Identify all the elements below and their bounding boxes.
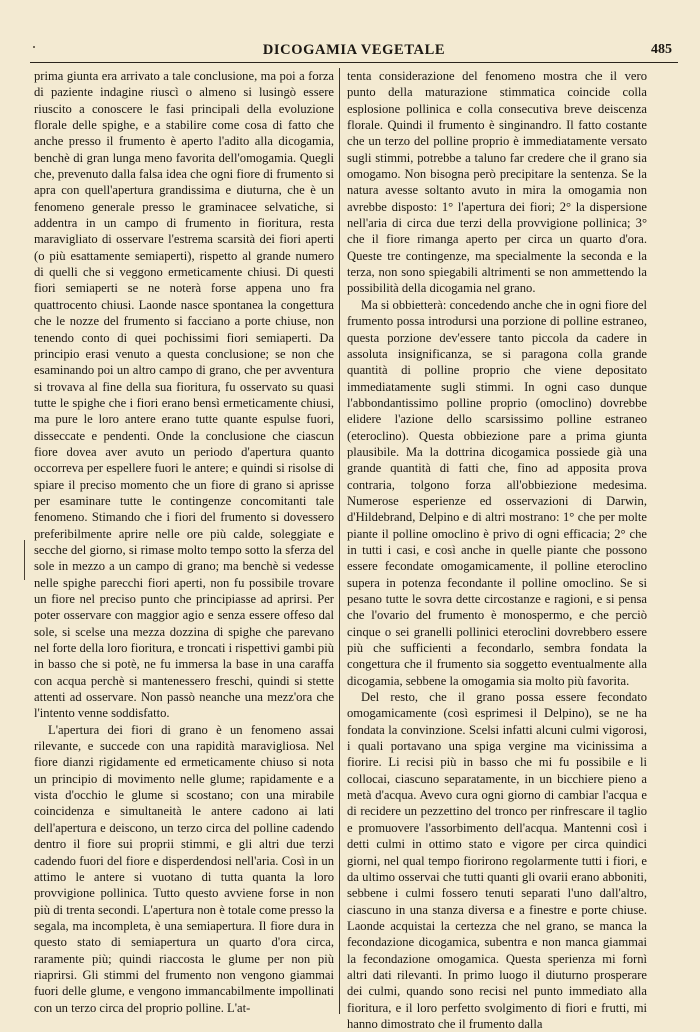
left-column: [34, 68, 334, 1014]
column-divider: [339, 68, 340, 1014]
right-paragraph-2: Ma si obbietterà: concedendo anche che in ogni fiore del frumento possa introdursi una porzione di polline estraneo, questa porzione dev'essere tanto piccola da cadere in assoluta insignificanza, se si paragona colla grande quantità di polline proprio che viene depositato immediatamente sugli stimmi. In ogni caso dunque l'abbondantissimo polline proprio (omoclino) dovrebbe elidere l'azione dello scarsissimo polline estraneo (eteroclino). Questa obbiezione pare a prima giunta plausibile. Ma la dottrina dicogamica possiede già una grande quantità di fatti che, fino ad apposita prova contraria, tolgono forza all'obbiezione medesima. Numerose esperienze ed osservazioni di Darwin, d'Hildebrand, Delpino e di altri mostrano: 1° che per molte piante il polline omoclino è privo di ogni efficacia; 2° che in tutti i casi, e così anche in quelle piante che possono essere fecondate omogamicamente, il polline eteroclino supera in potenza fecondante il polline omoclino. Se si pesano tutte le sovra dette circostanze e ragioni, e si pensa che l'ovario del frumento è monospermo, e che perciò cinque o sei granelli pollinici eteroclini dovrebbero essere più che sufficienti a fecondarlo, sembra fondata la congettura che il frumento sia soggetto eventualmente alla dicogamia, sebbene la omogamia sia molto più favorita.: [347, 297, 647, 688]
right-paragraph-1: tenta considerazione del fenomeno mostra che il vero punto della maturazione stimmatica coincide colla esplosione pollinica e colla consecutiva breve deiscenza florale. Quindi il frumento è singinandro. Il fatto costante che un terzo del polline proprio è immediatamente versato sugli stimmi, potrebbe a taluno far credere che il grano sia omogamo. Non bisogna però precipitare la sentenza. Se la natura avesse soltanto avuto in mira la omogamia non avrebbe disposto: 1° l'apertura dei fiori; 2° la dispersione nell'aria di circa due terzi della provvigione pollinica; 3° che il fiore rimanga aperto per circa un quarto d'ora. Queste tre contingenze, ma specialmente la seconda e la terza, non sono spiegabili altrimenti se non ammettendo la possibilità della dicogamia nel grano.: [347, 69, 647, 296]
margin-mark: [24, 540, 25, 580]
running-head: [30, 38, 678, 63]
right-paragraph-3: Del resto, che il grano possa essere fecondato omogamicamente (così esprimesi il Delpino), se ne ha fondata la convinzione. Scelsi infatti alcuni culmi vigorosi, i quali portavano una spiga vergine ma vicinissima a fiorire. Li recisi più in basso che mi fu possibile e li collocai, ciascuno separatamente, in un bicchiere pieno a metà d'acqua. Avevo cura ogni giorno di cambiar l'acqua e di recidere un pezzettino del tronco per rinfrescare il taglio e promuovere l'assorbimento dell'acqua. Mantenni così i detti culmi in ottimo stato e vigore per circa quindici giorni, nel qual tempo fiorirono regolarmente tutti i fiori, e da ultimo osservai che tutti quanti gli ovarii erano abboniti, sebbene i culmi fossero tenuti separati l'uno dall'altro, ciascuno in una stanza diversa e a finestre e porte chiuse. Laonde acquistai la certezza che nel grano, se manca la fecondazione dicogamica, subentra e non manca giammai la fecondazione omogamica. Questa sperienza mi fornì altri dati rilevanti. In primo luogo il diuturno prosperare dei culmi, quando sono recisi nel punto immediato alla fioritura, e il loro perfetto svolgimento di fiori e frutti, mi hanno dimostrato che il frumento dalla: [347, 690, 647, 1031]
left-paragraph-2: L'apertura dei fiori di grano è un fenomeno assai rilevante, e succede con una rapidità maravigliosa. Nel fiore dianzi rigidamente ed ermeticamente chiuso si nota un principio di movimento nelle glume; rapidamente e a vista d'occhio le glume si scostano; con una mirabile coincidenza e simultaneità le antere cadono ai lati dell'apertura e deiscono, un terzo circa del polline cadendo dentro il fiore sui proprii stimmi, e gli altri due terzi cadendo fuori del fiore e disperdendosi nell'aria. Così in un attimo le antere si vuotano di tutta quanta la loro provvigione pollinica. Tutto questo avviene forse in non più di trenta secondi. L'apertura non è totale come presso la segala, ma incompleta, è una semiapertura. Il fiore dura in questo stato di semiapertura un quarto d'ora circa, raramente più; quindi riaccosta le glume per non più riaprirsi. Gli stimmi del frumento non vengono giammai fuori delle glume, e vengono immancabilmente impollinati con un terzo circa del proprio polline. L'at-: [34, 722, 334, 1015]
right-column: [347, 68, 647, 1031]
page-title: DICOGAMIA VEGETALE: [262, 42, 446, 58]
page-number: 485: [651, 42, 672, 57]
left-paragraph-1: prima giunta era arrivato a tale conclusione, ma poi a forza di paziente indagine riuscì o almeno si lusingò essere riuscito a conoscere le fasi principali della evoluzione florale delle spighe, e a stabilire come cosa di fatto che anche presso il frumento è aperto l'adito alla dicogamia, benchè di gran lunga meno favorita dell'omogamia. Quegli che, prevenuto dalla falsa idea che ogni fiore di frumento si apra con quell'apertura grandissima e diuturna, che è un fenomeno generale presso le graminacee selvatiche, si addentra in un campo di frumento in fioritura, resta maravigliato di osservare l'estrema scarsità dei fiori aperti (o più esattamente semiaperti), rispetto al grande numero di quelli che si veggono ermeticamente chiusi. Di questi fiori semiaperti se ne noterà forse appena uno fra quattrocento chiusi. Laonde nasce spontanea la congettura che le nozze del frumento si facciano a porte chiuse, non tenendo conto di quei pochissimi fiori semiaperti. Da principio erasi venuto a questa conclusione; se non che esaminando poi un altro campo di grano, che per avventura si trovava al fine della sua fioritura, fu osservato su quasi tutte le spighe che i fiori erano bensì ermeticamente chiusi, ma pure le loro antere erano tutte quante espulse fuori, disseccate e pendenti. Onde la conclusione che ciascun fiore dovea aver avuto un periodo d'apertura quanto occorreva per espellere fuori le antere; e quindi si risolse di spiare il preciso momento che un fiore di grano si aprisse per esaminare tutte le contingenze concomitanti tale fenomeno. Stimando che i fiori del frumento si dovessero preferibilmente aprire nelle ore più calde, soleggiate e secche del giorno, si rimase molto tempo sotto la sferza del sole in mezzo a un campo di grano; ma benchè si vedesse nelle spighe parecchi fiori aperti, non fu possibile trovare un fiore nel preciso punto che principiasse ad aprirsi. Per poter osservare con maggior agio e senza essere offeso dal sole, si scelse una mezza dozzina di spighe che parevano nel forte della loro fioritura, e troncati i rispettivi gambi più in basso che si potè, ne fu immersa la base in una caraffa con acqua perchè si mantenessero freschi, quindi si stette attenti ad osservare. Non passò neanche una mezz'ora che l'intento venne soddisfatto.: [34, 69, 334, 721]
